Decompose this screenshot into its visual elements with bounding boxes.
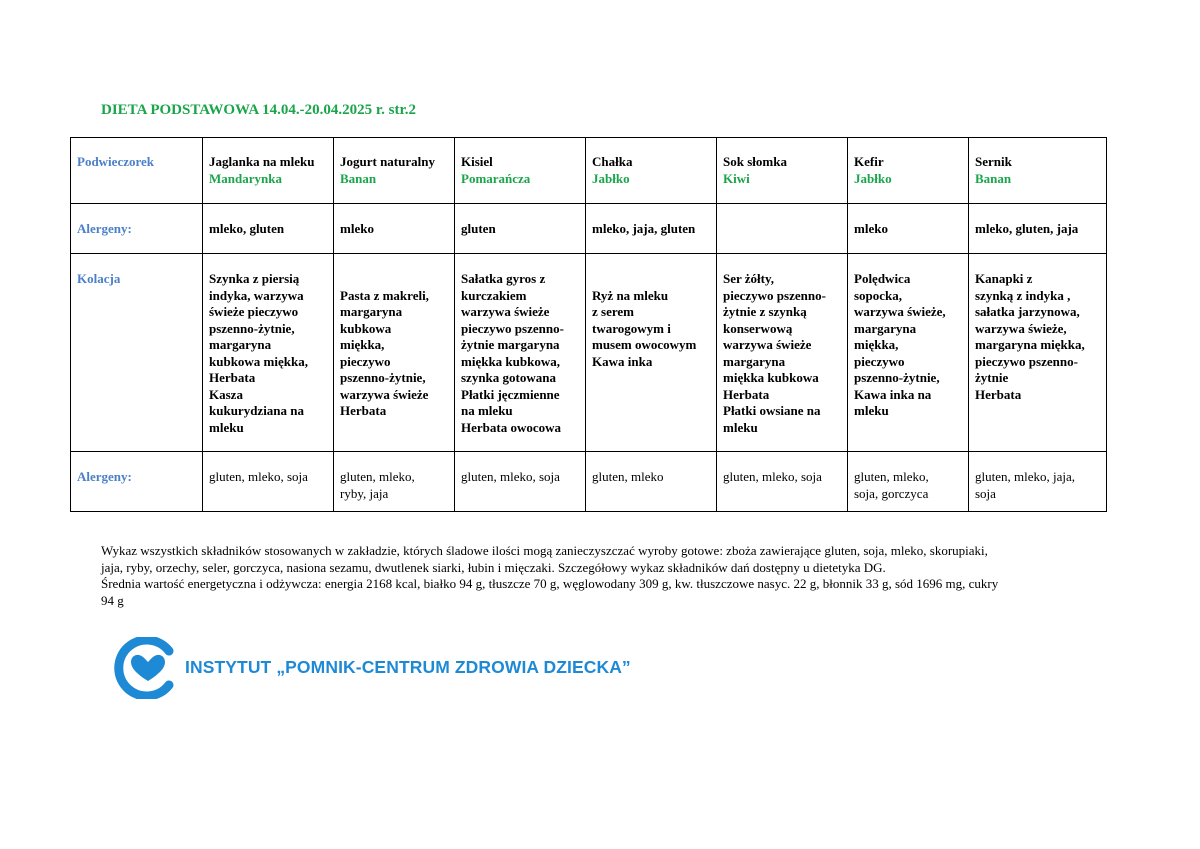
fruit-label: Jabłko (592, 170, 630, 186)
cell-text-line: Kawa inka na (854, 386, 932, 402)
fruit-label: Kiwi (723, 170, 750, 186)
footer-notes (101, 543, 1101, 609)
diet-table (70, 137, 1107, 512)
table-cell (969, 138, 1107, 204)
table-cell (717, 138, 848, 204)
table-cell (848, 452, 969, 512)
table-cell (848, 254, 969, 452)
cell-text-line: szynka gotowana (461, 370, 556, 385)
cell-text-line: Płatki jęczmienne (461, 386, 560, 402)
cell-text-line: miękka, (854, 337, 899, 352)
cell-text-line: musem owocowym (592, 337, 697, 352)
cell-text-line: sopocka, (854, 287, 903, 303)
table-row (71, 254, 1107, 452)
cell-text-line: sałatka jarzynowa, (975, 304, 1080, 319)
cell-text-line: szynką z indyka , (975, 287, 1071, 303)
cell-text-line: gluten, mleko, soja (209, 469, 308, 484)
row-label: Alergeny: (71, 452, 203, 512)
page-title: DIETA PODSTAWOWA 14.04.-20.04.2025 r. str.2 (101, 102, 417, 118)
cell-text-line: Polędwica (854, 271, 911, 286)
cell-text-line: Ser żółty, (723, 271, 775, 286)
table-cell (717, 204, 848, 254)
cell-text-line: Kefir (854, 154, 884, 169)
fruit-label: Pomarańcza (461, 170, 531, 186)
cell-text-line: warzywa świeże (340, 386, 429, 402)
cell-text-line: soja (975, 485, 996, 501)
cell-text-line: Herbata (975, 386, 1022, 402)
table-cell (969, 452, 1107, 512)
cell-text-line: pszenno-żytnie, (209, 320, 295, 336)
table-cell (455, 254, 586, 452)
cell-text-line: warzywa świeże, (854, 304, 946, 319)
nutrition-line-2: 94 g (101, 592, 124, 608)
cell-text-line: świeże pieczywo (209, 304, 299, 319)
cell-text-line: pieczywo (340, 353, 391, 369)
cell-text-line: Jogurt naturalny (340, 154, 435, 169)
cell-text-line: Herbata owocowa (461, 419, 562, 435)
cell-text-line: żytnie (975, 370, 1009, 385)
table-row (71, 204, 1107, 254)
cell-text-line: margaryna (723, 353, 786, 369)
cell-text-line: Kisiel (461, 154, 493, 169)
cell-text-line (592, 271, 710, 288)
cell-text-line: warzywa świeże, (975, 320, 1067, 336)
cell-text-line: kurczakiem (461, 287, 527, 303)
cell-text-line: Kawa inka (592, 353, 653, 369)
cell-text-line: Płatki owsiane na (723, 403, 821, 418)
cell-text-line: pieczywo pszenno- (723, 287, 826, 303)
cell-text-line: pieczywo pszenno- (461, 320, 564, 336)
cell-text-line: Sałatka gyros z (461, 271, 546, 286)
cell-text-line: Herbata (340, 403, 387, 418)
cell-text-line: ryby, jaja (340, 485, 389, 501)
cell-text-line (340, 271, 448, 288)
table-cell (717, 452, 848, 512)
cell-text-line: pszenno-żytnie, (854, 370, 940, 385)
cell-text-line: pszenno-żytnie, (340, 370, 426, 385)
fruit-label: Banan (975, 170, 1012, 186)
cell-text-line: pieczywo (854, 353, 905, 369)
allergens-note-line-2: jaja, ryby, orzechy, seler, gorczyca, nasiona sezamu, dwutlenek siarki, łubin i mięczaki. Szczegółowy wykaz składników dań dostępny u dietetyka DG. (101, 559, 886, 575)
table-cell (848, 204, 969, 254)
cell-text-line: Herbata (723, 386, 770, 402)
cell-text-line: Ryż na mleku (592, 287, 669, 303)
cell-text-line: żytnie margaryna (461, 337, 560, 352)
nutrition-line-1: Średnia wartość energetyczna i odżywcza: energia 2168 kcal, białko 94 g, tłuszcze 70 g, węglowodany 309 g, kw. tłuszczowe nasyc. 22 g, błonnik 33 g, sód 1696 mg, cukry (101, 576, 999, 591)
table-cell (455, 452, 586, 512)
cell-text-line (723, 221, 841, 238)
table-cell (848, 138, 969, 204)
table-cell (969, 204, 1107, 254)
table-cell (455, 204, 586, 254)
cell-text-line: margaryna (209, 337, 272, 352)
fruit-label: Jabłko (854, 170, 892, 186)
cell-text-line: kubkowa miękka, (209, 353, 308, 369)
table-cell (334, 138, 455, 204)
table-cell (334, 254, 455, 452)
cell-text-line: mleko, jaja, gluten (592, 221, 696, 236)
cell-text-line: Herbata (209, 370, 256, 385)
cell-text-line: gluten, mleko, soja (723, 469, 822, 484)
allergens-note-line-1: Wykaz wszystkich składników stosowanych w zakładzie, których śladowe ilości mogą zanieczyszczać wyroby gotowe: zboża zawierające gluten, soja, mleko, skorupiaki, (101, 543, 988, 558)
cell-text-line: pieczywo pszenno- (975, 353, 1078, 369)
cell-text-line: Kanapki z (975, 271, 1033, 286)
cell-text-line: mleko (340, 221, 374, 236)
cell-text-line: gluten, mleko, (340, 469, 415, 484)
cell-text-line: żytnie z szynką (723, 304, 807, 319)
cell-text-line: warzywa świeże (723, 337, 812, 352)
cell-text-line: mleku (209, 419, 244, 435)
table-cell (969, 254, 1107, 452)
cell-text-line: Pasta z makreli, (340, 287, 429, 303)
row-label: Alergeny: (71, 204, 203, 254)
table-cell (334, 452, 455, 512)
cell-text-line: margaryna miękka, (975, 337, 1085, 352)
cell-text-line: Szynka z piersią (209, 271, 300, 286)
cell-text-line: indyka, warzywa (209, 287, 304, 303)
row-label: Kolacja (71, 254, 203, 452)
table-cell (586, 452, 717, 512)
table-cell (586, 204, 717, 254)
cell-text-line: konserwową (723, 320, 793, 336)
row-label: Podwieczorek (71, 138, 203, 204)
cell-text-line: Jaglanka na mleku (209, 154, 315, 169)
table-cell (203, 254, 334, 452)
cell-text-line: warzywa świeże (461, 304, 550, 319)
table-row (71, 452, 1107, 512)
cell-text-line: z serem (592, 304, 634, 319)
cell-text-line: gluten, mleko, (854, 469, 929, 484)
cell-text-line: twarogowym i (592, 320, 671, 336)
fruit-label: Banan (340, 170, 377, 186)
cell-text-line: gluten, mleko (592, 469, 664, 484)
cell-text-line: Chałka (592, 154, 633, 169)
cell-text-line: gluten, mleko, jaja, (975, 469, 1076, 484)
fruit-label: Mandarynka (209, 170, 282, 186)
table-cell (717, 254, 848, 452)
cell-text-line: margaryna (854, 320, 917, 336)
cell-text-line: kubkowa (340, 320, 392, 336)
cell-text-line: gluten (461, 221, 496, 236)
cell-text-line: soja, gorczyca (854, 485, 929, 501)
cell-text-line: miękka, (340, 337, 385, 352)
cell-text-line: miękka kubkowa, (461, 353, 560, 369)
table-cell (203, 204, 334, 254)
cell-text-line: margaryna (340, 304, 403, 319)
cell-text-line: miękka kubkowa (723, 370, 819, 385)
cell-text-line: na mleku (461, 403, 513, 418)
table-row (71, 138, 1107, 204)
table-cell (203, 452, 334, 512)
table-cell (203, 138, 334, 204)
cell-text-line: Sernik (975, 154, 1012, 169)
cell-text-line: kukurydziana na (209, 403, 305, 418)
cell-text-line: mleko, gluten (209, 221, 285, 236)
cell-text-line: Kasza (209, 386, 243, 402)
table-cell (455, 138, 586, 204)
cell-text-line: gluten, mleko, soja (461, 469, 560, 484)
heart-c-logo-icon (111, 637, 175, 699)
cell-text-line: mleko (854, 221, 888, 236)
cell-text-line: mleku (854, 403, 889, 418)
cell-text-line: mleko, gluten, jaja (975, 221, 1079, 236)
table-cell (586, 254, 717, 452)
table-cell (334, 204, 455, 254)
table-cell (586, 138, 717, 204)
logo-text: INSTYTUT „POMNIK-CENTRUM ZDROWIA DZIECKA” (185, 657, 631, 677)
cell-text-line: Sok słomka (723, 154, 787, 169)
cell-text-line: mleku (723, 419, 758, 435)
